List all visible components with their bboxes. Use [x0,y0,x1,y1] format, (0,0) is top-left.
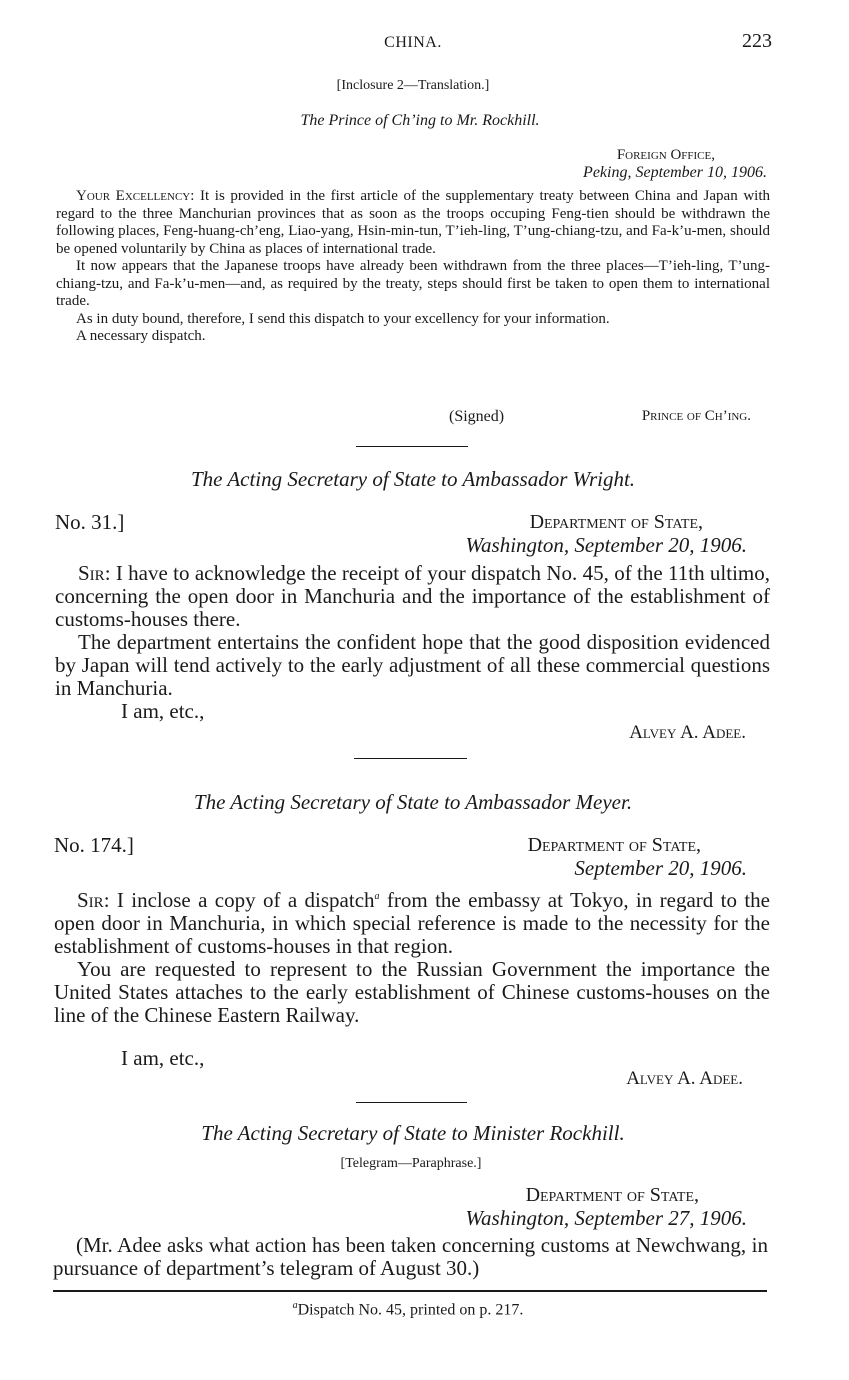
letter2-closing: I am, etc., [121,1046,205,1070]
letter1-number: No. 31.] [55,510,125,534]
letter1-date: Washington, September 20, 1906. [465,533,747,557]
letter2-paragraph-2: You are requested to represent to the Russian Government the importance the United States attaches to the early establishment of Chinese customs-houses on the line of the Chinese Eastern Railway. [54,957,770,1027]
inclosure-paragraph-3: As in duty bound, therefore, I send this dispatch to your excellency for your information. [76,310,610,327]
inclosure-paragraph-1 [56,188,770,258]
footnote-mark: a [292,1300,298,1311]
footnote-rule [53,1290,767,1292]
inclosure-body [56,188,770,346]
inclosure-title: The Prince of Ch’ing to Mr. Rockhill. [300,112,540,129]
letter3-paragraph: (Mr. Adee asks what action has been taken concerning customs at Newchwang, in pursuance of department’s telegram of August 30.) [53,1233,768,1280]
letter2-title: The Acting Secretary of State to Ambassador Meyer. [193,790,633,814]
inclosure-signature: Prince of Ch’ing. [641,408,751,424]
letter2-department: Department of State, [527,834,701,856]
inclosure-label: [Inclosure 2—Translation.] [336,78,490,93]
letter1-body [55,562,770,700]
letter2-number: No. 174.] [54,833,134,857]
letter2-date: September 20, 1906. [574,856,747,880]
letter3-department: Department of State, [525,1184,699,1206]
inclosure-place: Foreign Office, [616,147,715,163]
letter2-body [54,885,770,1027]
inclosure-salutation: Your Excellency [76,188,191,204]
letter3-body [53,1234,768,1280]
letter2-salutation: Sir [77,888,104,912]
letter1-signature: Alvey A. Adee. [629,722,746,743]
footnote-reference-mark: a [374,891,380,902]
letter3-label: [Telegram—Paraphrase.] [340,1156,482,1171]
letter2-paragraph-1-before: : I inclose a copy of a dispatch [103,888,375,912]
letter3-title: The Acting Secretary of State to Minister Rockhill. [201,1121,625,1145]
letter1-paragraph-2: The department entertains the confident hope that the good disposition evidenced by Japan will tend actively to the early adjustment of all these commercial questions in Manchuria. [55,630,770,700]
inclosure-paragraph-4: A necessary dispatch. [76,328,206,344]
page-number: 223 [742,30,772,52]
section-divider [356,1102,467,1103]
letter1-closing: I am, etc., [121,699,205,723]
inclosure-date: Peking, September 10, 1906. [583,164,767,181]
letter1-paragraph-1-text: : I have to acknowledge the receipt of your dispatch No. 45, of the 11th ultimo, concerning the open door in Manchuria and the importance of the establishment of customs-houses there. [55,561,770,631]
inclosure-signed-label: (Signed) [449,408,505,425]
letter2-paragraph-1-after: from the embassy at Tokyo, in regard to the open door in Manchuria, in which special reference is made to the necessity for the establishment of customs-houses in that region. [54,888,770,958]
section-divider [356,446,468,447]
section-divider [354,758,467,759]
letter2-signature: Alvey A. Adee. [626,1068,743,1089]
letter1-salutation: Sir [78,561,105,585]
letter1-paragraph-1 [55,562,770,631]
inclosure-paragraph-2: It now appears that the Japanese troops have already been withdrawn from the three places—T’ieh-ling, T’ung-chiang-tzu, and Fa-k’u-men—and, as required by the treaty, steps should first be taken to open them to international trade. [56,258,770,309]
footnote-text: Dispatch No. 45, printed on p. 217. [297,1301,524,1319]
letter3-date: Washington, September 27, 1906. [465,1206,747,1230]
letter2-paragraph-1 [54,885,770,958]
inclosure-paragraph-1-text: : It is provided in the first article of the supplementary treaty between China and Japan with regard to the three Manchurian provinces that as soon as the troops occuping Feng-tien should be withdrawn the following places, Feng-huang-ch’eng, Liao-yang, Hsin-min-tun, T’ieh-ling, T’ung-chiang-tzu, and Fa-k’u-men, should be opened voluntarily by China as places of international trade. [56,188,770,257]
running-title: CHINA. [384,34,442,51]
letter1-title: The Acting Secretary of State to Ambassador Wright. [190,467,636,491]
footnote [0,1300,816,1319]
letter1-department: Department of State, [529,511,703,533]
